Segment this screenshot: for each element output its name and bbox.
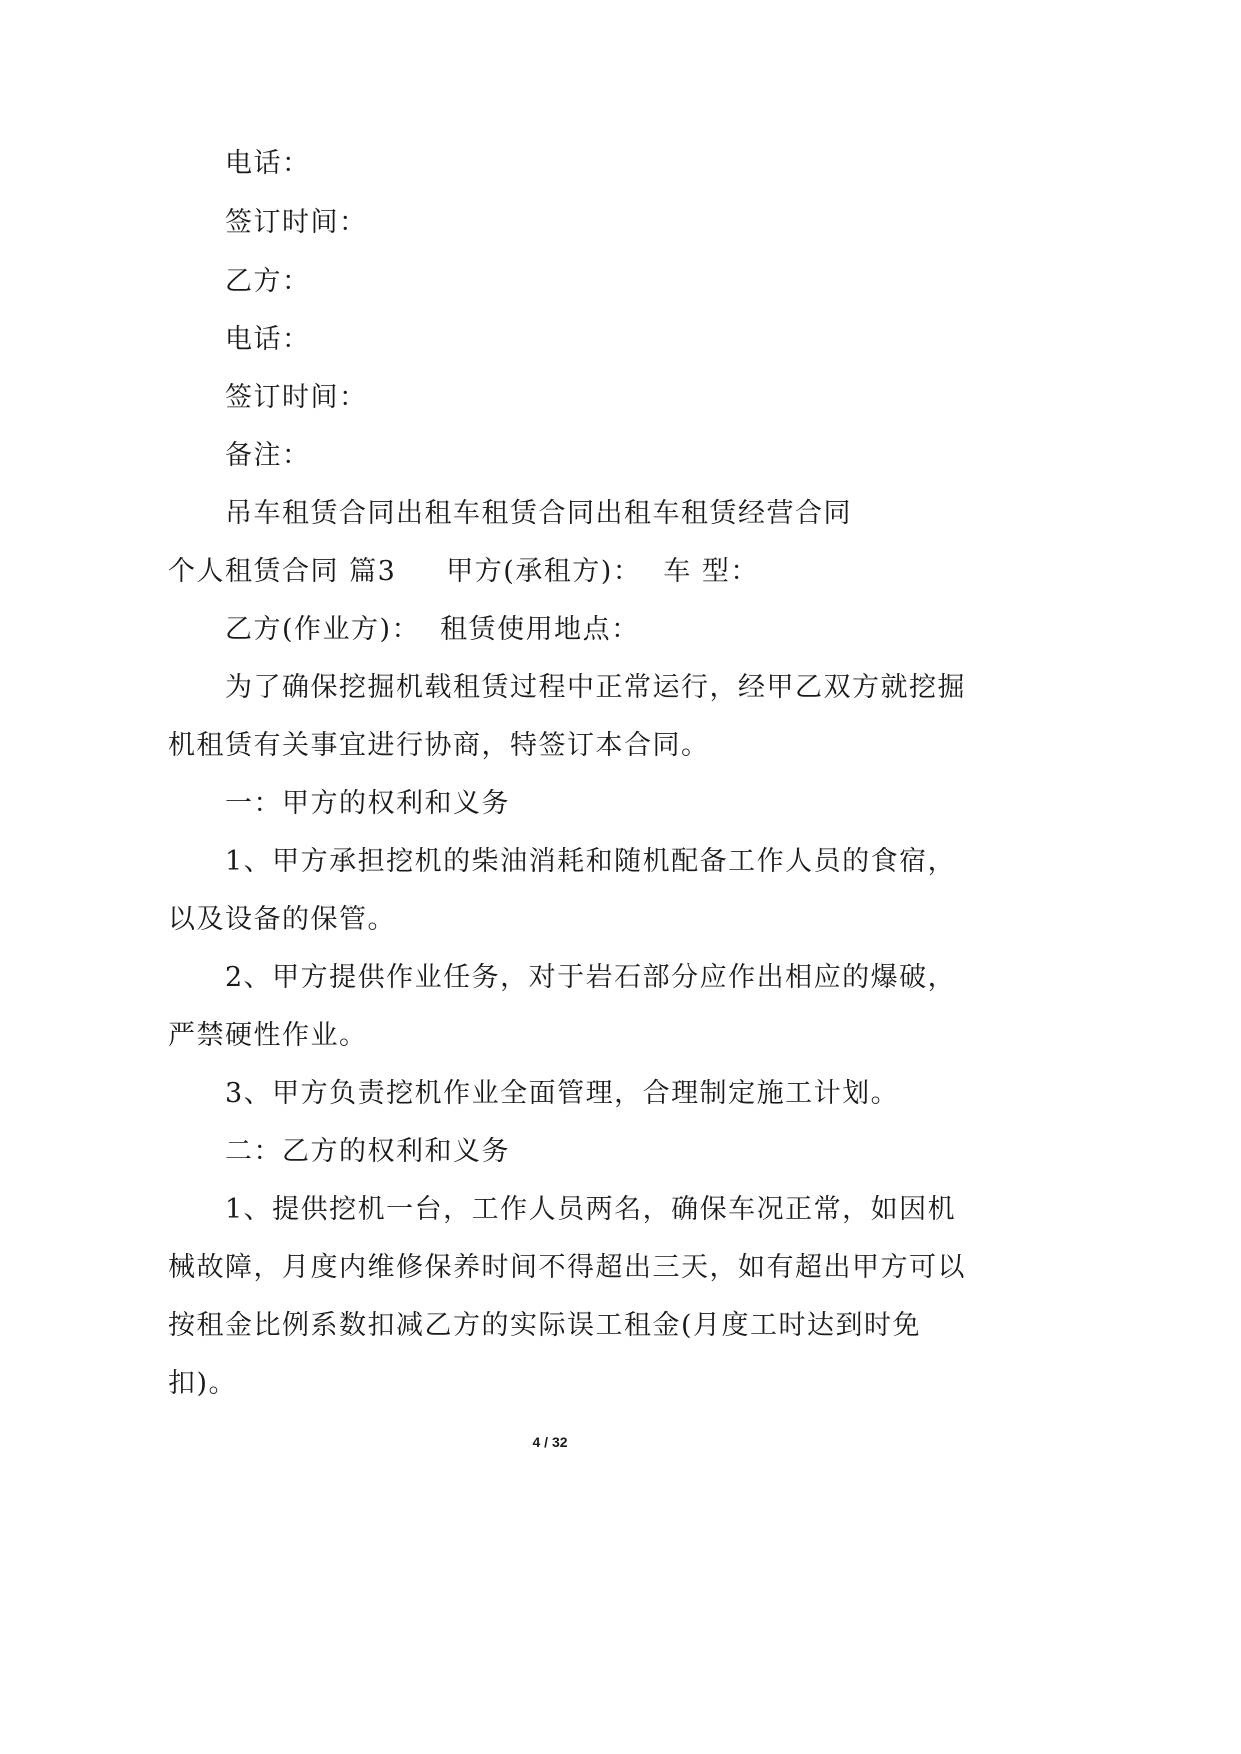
text-line: 签订时间： [225,382,368,413]
text-line: 一：甲方的权利和义务 [225,788,510,819]
text-line [225,610,640,650]
text-line: 3、甲方负责挖机作业全面管理，合理制定施工计划。 [225,1078,900,1109]
text-line: 按租金比例系数扣减乙方的实际误工租金(月度工时达到时免 [168,1310,922,1341]
text-line: 二：乙方的权利和义务 [225,1136,510,1167]
text-line: 备注： [225,440,311,471]
text-line: 1、提供挖机一台，工作人员两名，确保车况正常，如因机 [225,1194,957,1225]
text-line: 乙方： [225,266,311,297]
vehicle-type-label: 车 型： [663,556,759,587]
text-line: 为了确保挖掘机载租赁过程中正常运行，经甲乙双方就挖掘 [225,672,966,703]
text-line: 扣)。 [168,1368,238,1399]
text-line: 严禁硬性作业。 [168,1020,368,1051]
text-line: 电话： [225,324,311,355]
text-line: 以及设备的保管。 [168,904,396,935]
text-line: 1、甲方承担挖机的柴油消耗和随机配备工作人员的食宿， [225,846,957,877]
section-heading: 个人租赁合同 篇3 [168,556,397,587]
location-label: 租赁使用地点： [440,614,640,645]
text-line: 机租赁有关事宜进行协商，特签订本合同。 [168,730,710,761]
text-line: 械故障，月度内维修保养时间不得超出三天，如有超出甲方可以 [168,1252,966,1283]
party-a-label: 甲方(承租方)： [446,556,642,587]
text-line: 吊车租赁合同出租车租赁合同出租车租赁经营合同 [225,498,852,529]
text-line: 电话： [225,148,311,179]
party-b-label: 乙方(作业方)： [225,614,421,645]
text-line: 2、甲方提供作业任务，对于岩石部分应作出相应的爆破， [225,962,957,993]
text-line: 签订时间： [225,207,368,238]
page-number: 4 / 32 [532,1434,568,1450]
text-line [168,552,759,592]
